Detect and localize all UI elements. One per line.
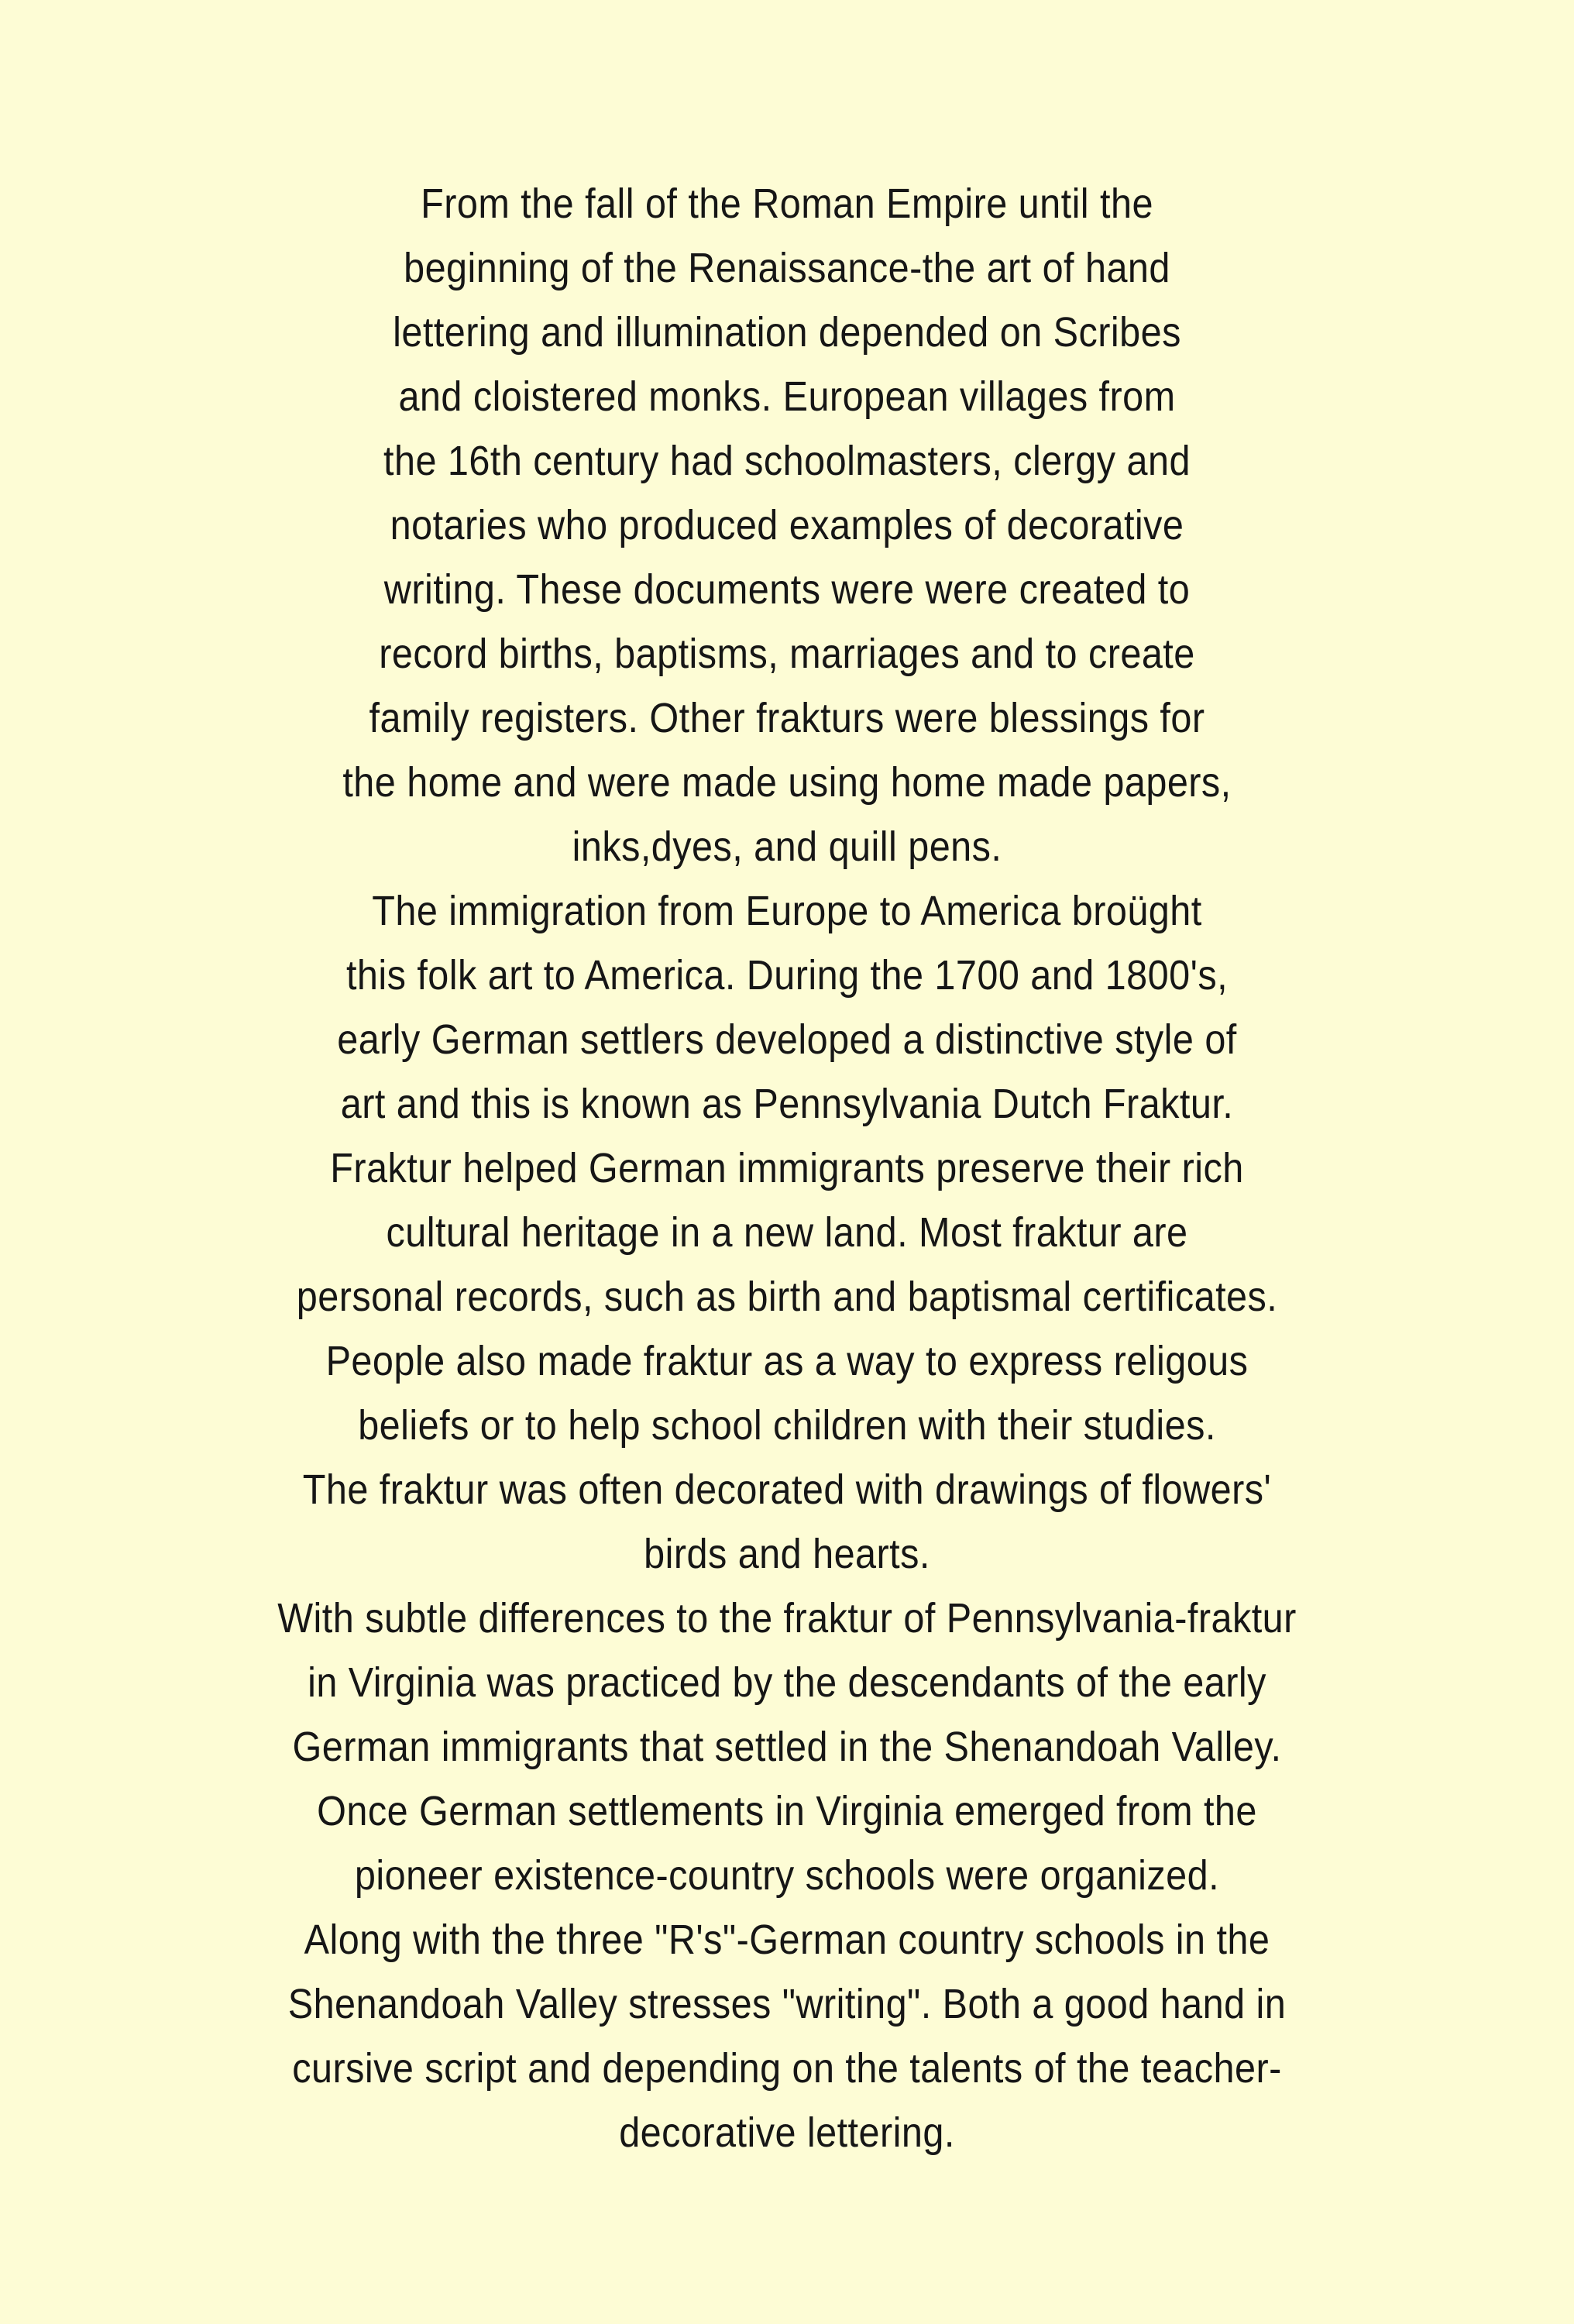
text-line-28: Along with the three "R's"-German country schools in the (304, 1917, 1270, 1963)
text-line-10: the home and were made using home made papers, (342, 759, 1232, 806)
text-line-1: From the fall of the Roman Empire until the (421, 180, 1153, 227)
text-line-25: German immigrants that settled in the Shenandoah Valley. (292, 1724, 1282, 1770)
text-line-6: notaries who produced examples of decorative (390, 502, 1184, 548)
text-line-27: pioneer existence-country schools were organized. (354, 1852, 1220, 1899)
text-line-17: cultural heritage in a new land. Most fraktur are (386, 1209, 1188, 1256)
text-line-15: art and this is known as Pennsylvania Dutch Fraktur. (340, 1081, 1234, 1127)
text-line-29: Shenandoah Valley stresses "writing". Both a good hand in (287, 1981, 1287, 2027)
text-line-20: beliefs or to help school children with their studies. (358, 1402, 1216, 1449)
text-line-4: and cloistered monks. European villages from (398, 373, 1176, 420)
text-line-8: record births, baptisms, marriages and to create (379, 631, 1195, 677)
text-line-24: in Virginia was practiced by the descendants of the early (308, 1659, 1266, 1706)
text-line-30: cursive script and depending on the talents of the teacher- (292, 2045, 1282, 2092)
text-line-31: decorative lettering. (619, 2109, 955, 2156)
text-line-11: inks,dyes, and quill pens. (572, 823, 1002, 870)
text-line-12: The immigration from Europe to America broüght (372, 888, 1202, 934)
text-line-7: writing. These documents were were created to (383, 566, 1191, 613)
text-line-2: beginning of the Renaissance-the art of hand (404, 245, 1170, 291)
text-line-19: People also made fraktur as a way to express religous (325, 1338, 1249, 1384)
text-line-23: With subtle differences to the fraktur of Pennsylvania-fraktur (277, 1595, 1297, 1642)
text-line-21: The fraktur was often decorated with drawings of flowers' (302, 1466, 1272, 1513)
text-line-5: the 16th century had schoolmasters, clergy and (383, 438, 1191, 484)
text-line-26: Once German settlements in Virginia emerged from the (317, 1788, 1257, 1834)
text-line-13: this folk art to America. During the 1700 and 1800's, (345, 952, 1229, 999)
text-line-3: lettering and illumination depended on Scribes (393, 309, 1181, 356)
text-line-16: Fraktur helped German immigrants preserve their rich (330, 1145, 1244, 1191)
body-text (79, 172, 1496, 2165)
text-line-22: birds and hearts. (644, 1531, 930, 1577)
text-line-9: family registers. Other frakturs were blessings for (369, 695, 1205, 741)
text-line-14: early German settlers developed a distinctive style of (337, 1016, 1237, 1063)
text-line-18: personal records, such as birth and baptismal certificates. (296, 1274, 1278, 1320)
